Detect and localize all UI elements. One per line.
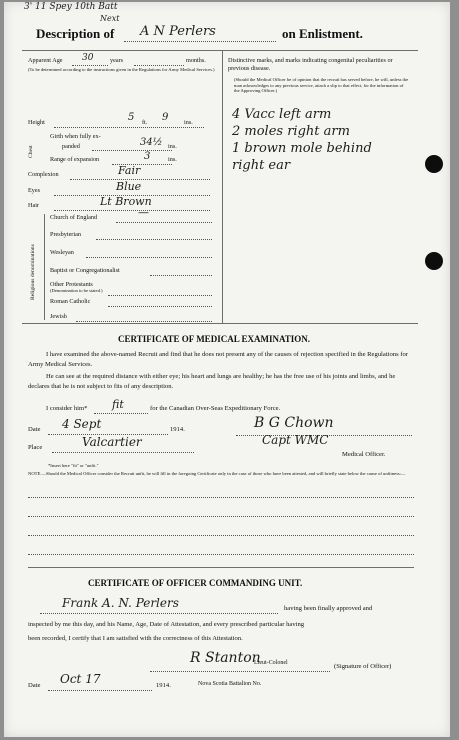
cause-line-4 bbox=[28, 554, 414, 555]
religion-jewish: Jewish bbox=[50, 313, 67, 320]
header-name: A N Perlers bbox=[140, 24, 216, 39]
medical-signature: B G Chown bbox=[254, 415, 334, 431]
medical-date-label: Date bbox=[28, 426, 41, 433]
officer-signature: R Stanton bbox=[190, 650, 261, 666]
age-line bbox=[72, 65, 108, 66]
medical-officer-label: Medical Officer. bbox=[342, 451, 386, 458]
religion-church-of-england: Church of England bbox=[50, 214, 98, 221]
hair-line bbox=[54, 210, 210, 211]
religion-line-7 bbox=[76, 321, 212, 322]
eyes-value: Blue bbox=[116, 180, 142, 193]
top-annotation: 3' 11 Spey 10th Batt bbox=[24, 2, 118, 12]
column-divider bbox=[222, 50, 223, 323]
officer-date-value: Oct 17 bbox=[60, 672, 101, 686]
religion-baptist: Baptist or Congregationalist bbox=[50, 267, 120, 274]
religion-line-4 bbox=[150, 275, 212, 276]
page-title: Description of bbox=[36, 26, 115, 41]
mark-2: 2 moles right arm bbox=[232, 124, 350, 139]
medical-place-line bbox=[52, 452, 194, 453]
fit-footnote: *Insert here "fit" or "unfit." bbox=[48, 463, 99, 468]
description-bottom-rule bbox=[22, 323, 418, 324]
medical-heading: CERTIFICATE OF MEDICAL EXAMINATION. bbox=[118, 334, 311, 344]
age-note: (To be determined according to the instructions given in the Regulations for Army Medical Services.) bbox=[28, 67, 215, 72]
fit-line bbox=[94, 413, 148, 414]
complexion-label: Complexion bbox=[28, 171, 59, 178]
range-unit: ins. bbox=[168, 156, 177, 163]
religion-roman-catholic: Roman Catholic bbox=[50, 298, 91, 305]
officer-heading: CERTIFICATE OF OFFICER COMMANDING UNIT. bbox=[88, 578, 303, 588]
girth-unit: ins. bbox=[168, 143, 177, 150]
months-line bbox=[134, 65, 184, 66]
top-annotation-2: Next bbox=[100, 14, 120, 23]
page-title-suffix: on Enlistment. bbox=[282, 26, 363, 41]
medical-place-label: Place bbox=[28, 444, 43, 451]
complexion-value: Fair bbox=[118, 164, 141, 177]
mark-3: 1 brown mole behind bbox=[232, 141, 372, 156]
officer-line-1: having been finally approved and bbox=[284, 605, 373, 612]
officer-name-line bbox=[40, 613, 278, 614]
height-line bbox=[54, 127, 204, 128]
range-value: 3 bbox=[144, 151, 151, 162]
girth-line bbox=[92, 150, 172, 151]
eyes-label: Eyes bbox=[28, 187, 41, 194]
age-label: Apparent Age bbox=[28, 57, 63, 64]
consider-suffix: for the Canadian Over-Seas Expeditionary Force. bbox=[150, 405, 281, 412]
girth-value: 34½ bbox=[140, 137, 163, 148]
consider-label: I consider him* bbox=[46, 405, 88, 412]
religion-presbyterian: Presbyterian bbox=[50, 231, 81, 238]
officer-year: 1914. bbox=[156, 682, 171, 689]
age-value: 30 bbox=[82, 53, 94, 63]
medical-year: 1914. bbox=[170, 426, 185, 433]
girth-label-2: panded bbox=[62, 143, 80, 150]
fit-value: fit bbox=[112, 398, 124, 411]
officer-date-line bbox=[48, 690, 152, 691]
officer-line-3: been recorded, I certify that I am satisfied with the correctness of this Attestation. bbox=[28, 635, 243, 642]
religion-line-1 bbox=[116, 222, 212, 223]
medical-place-value: Valcartier bbox=[82, 435, 142, 449]
punch-hole-top bbox=[425, 155, 443, 173]
marks-heading: Distinctive marks, and marks indicating congenital peculiarities or previous disease. bbox=[228, 57, 393, 72]
cause-line-1 bbox=[28, 497, 414, 498]
feet-label: ft. bbox=[142, 119, 148, 126]
hair-value: Lt Brown bbox=[100, 195, 152, 208]
punch-hole-bottom bbox=[425, 252, 443, 270]
range-label: Range of expansion bbox=[50, 156, 100, 163]
cause-line-2 bbox=[28, 516, 414, 517]
chest-label: Chest bbox=[28, 145, 34, 158]
header-rule bbox=[22, 50, 418, 51]
denomination-note: (Denomination to be stated.) bbox=[50, 288, 103, 293]
height-feet: 5 bbox=[128, 112, 135, 123]
months-label: months. bbox=[186, 57, 206, 64]
religion-other-protestants: Other Protestants bbox=[50, 281, 93, 288]
height-inches: 9 bbox=[162, 112, 169, 123]
medical-date-value: 4 Sept bbox=[62, 417, 102, 431]
officer-unit: Nova Scotia Battalion No. bbox=[198, 681, 262, 687]
medical-signature-2: Capt WMC bbox=[262, 433, 329, 447]
years-label: years bbox=[110, 57, 124, 64]
religion-wesleyan: Wesleyan bbox=[50, 249, 74, 256]
officer-date-label: Date bbox=[28, 682, 41, 689]
religion-line-2 bbox=[96, 239, 212, 240]
cause-line-3 bbox=[28, 535, 414, 536]
religion-bracket bbox=[44, 214, 45, 320]
officer-rank: Lieut-Colonel bbox=[254, 660, 288, 666]
religion-line-3 bbox=[86, 257, 212, 258]
hair-label: Hair bbox=[28, 202, 39, 209]
religion-mark: — bbox=[138, 206, 149, 219]
medical-para-2: He can see at the required distance with either eye; his heart and lungs are healthy; he has the free use of his joints and limbs, and he declares that he is not subject to fits of any description. bbox=[28, 373, 396, 390]
medical-bottom-rule bbox=[28, 567, 414, 568]
mark-4: right ear bbox=[232, 158, 291, 173]
medical-para-1: I have examined the above-named Recruit and find that he does not present any of the causes of rejection specified in the Regulations for Army Medical Services. bbox=[28, 351, 408, 368]
height-label: Height bbox=[28, 119, 45, 126]
unfit-note: NOTE.—Should the Medical Officer consider the Recruit unfit, he will fill in the foregoing Certificate only in the case of those who have been attested, and will briefly state below the cause of unfitness:— bbox=[28, 471, 406, 476]
officer-line-2: inspected by me this day, and his Name, Age, Date of Attestation, and every prescribed particular having bbox=[28, 621, 305, 628]
name-line bbox=[124, 41, 276, 42]
inches-label: ins. bbox=[184, 119, 193, 126]
marks-note: (Should the Medical Officer be of opinion that the recruit has served before, he will, unless the man acknowledges to any previous service, attach a slip to that effect, for the information of the Approving Officer.) bbox=[234, 77, 409, 94]
religious-denominations-label: Religious denominations bbox=[30, 244, 36, 300]
officer-signature-label: (Signature of Officer) bbox=[334, 663, 392, 670]
officer-signature-line bbox=[150, 671, 330, 672]
mark-1: 4 Vacc left arm bbox=[232, 107, 332, 122]
religion-line-6 bbox=[108, 306, 212, 307]
girth-label: Girth when fully ex- bbox=[50, 133, 101, 140]
religion-line-5 bbox=[108, 295, 212, 296]
officer-recruit-name: Frank A. N. Perlers bbox=[62, 596, 179, 610]
